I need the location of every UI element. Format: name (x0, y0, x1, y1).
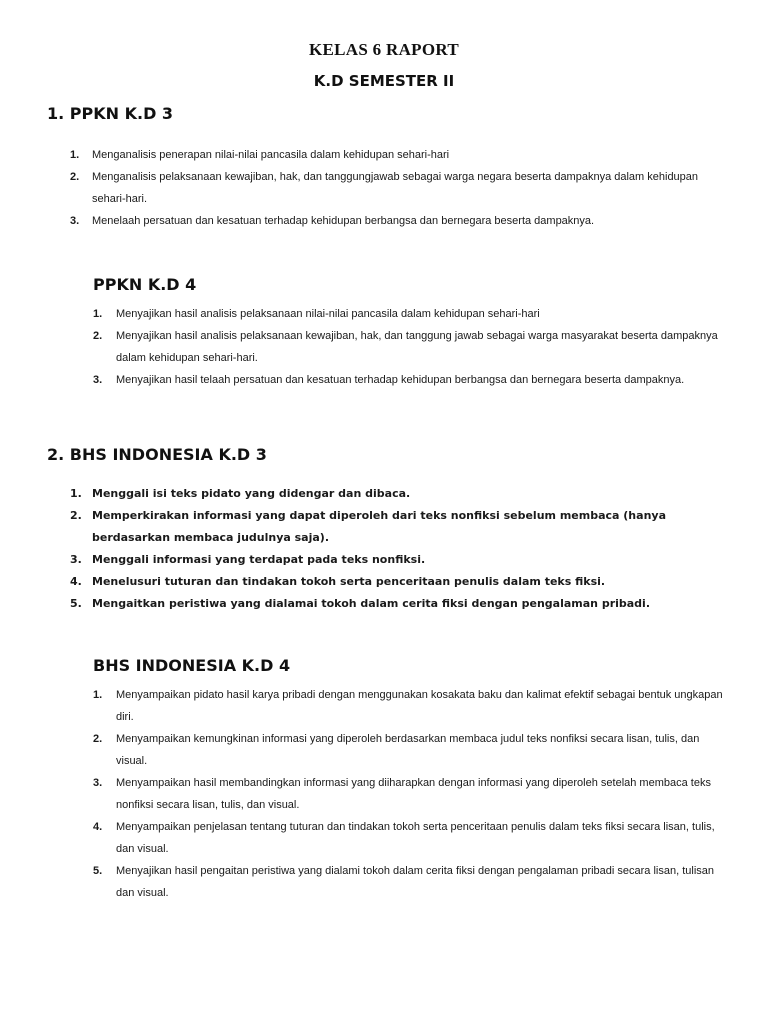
page-title: KELAS 6 RAPORT (308, 40, 459, 59)
item-number: 4. (70, 575, 82, 588)
list-ppkn-kd3 (70, 144, 730, 232)
item-text: Menganalisis penerapan nilai-nilai pancasila dalam kehidupan sehari-hari (92, 149, 450, 161)
item-text: Menyampaikan hasil membandingkan informasi yang diiharapkan dengan informasi yang diperoleh setelah membaca teks nonfiksi secara lisan, tulis, dan visual. (116, 777, 711, 811)
item-text: Menyampaikan kemungkinan informasi yang diperoleh berdasarkan membaca judul teks nonfiksi secara lisan, tulis, dan visual. (116, 733, 700, 767)
item-text: Menyajikan hasil pengaitan peristiwa yang dialami tokoh dalam cerita fiksi dengan pengalaman pribadi secara lisan, tulisan dan visual. (116, 865, 715, 899)
item-number: 1. (70, 149, 80, 161)
section-heading-ppkn-kd4: PPKN K.D 4 (93, 275, 197, 294)
list-item (93, 303, 733, 325)
item-text: Menyajikan hasil analisis pelaksanaan nilai-nilai pancasila dalam kehidupan sehari-hari (116, 308, 540, 320)
list-item (93, 369, 733, 391)
list-item (70, 571, 730, 593)
item-number: 1. (93, 689, 103, 701)
list-ppkn-kd4 (93, 303, 733, 391)
list-item (93, 684, 733, 728)
section-heading-bhs-kd4: BHS INDONESIA K.D 4 (93, 656, 291, 675)
item-text: Menelaah persatuan dan kesatuan terhadap kehidupan berbangsa dan bernegara beserta dampaknya. (92, 215, 595, 227)
item-text: Menelusuri tuturan dan tindakan tokoh serta penceritaan penulis dalam teks fiksi. (92, 575, 606, 588)
item-number: 1. (70, 487, 82, 500)
item-text: Menggali informasi yang terdapat pada teks nonfiksi. (92, 553, 426, 566)
list-item (93, 772, 733, 816)
list-item (70, 593, 730, 615)
item-text: Menganalisis pelaksanaan kewajiban, hak, dan tanggungjawab sebagai warga negara beserta dampaknya dalam kehidupan sehari-hari. (92, 171, 699, 205)
item-number: 5. (70, 597, 82, 610)
item-number: 2. (70, 171, 80, 183)
item-number: 3. (93, 777, 103, 789)
item-number: 5. (93, 865, 103, 877)
item-text: Mengaitkan peristiwa yang dialamai tokoh dalam cerita fiksi dengan pengalaman pribadi. (92, 597, 651, 610)
item-number: 3. (70, 215, 80, 227)
list-item (93, 325, 733, 369)
item-number: 1. (93, 308, 103, 320)
item-number: 3. (93, 374, 103, 386)
list-item (93, 728, 733, 772)
page-subtitle: K.D SEMESTER II (313, 72, 455, 90)
list-item (93, 816, 733, 860)
list-item (70, 549, 730, 571)
item-number: 3. (70, 553, 82, 566)
item-text: Menyajikan hasil telaah persatuan dan kesatuan terhadap kehidupan berbangsa dan bernegara beserta dampaknya. (116, 374, 685, 386)
list-item (70, 505, 730, 549)
list-item (70, 210, 730, 232)
item-number: 2. (70, 509, 82, 522)
list-item (70, 166, 730, 210)
list-item (70, 483, 730, 505)
list-item (70, 144, 730, 166)
section-heading-bhs-kd3: 2. BHS INDONESIA K.D 3 (47, 445, 267, 464)
item-number: 2. (93, 330, 103, 342)
list-bhs-kd3 (70, 483, 730, 615)
item-number: 4. (93, 821, 103, 833)
item-number: 2. (93, 733, 103, 745)
item-text: Menggali isi teks pidato yang didengar dan dibaca. (92, 487, 411, 500)
list-item (93, 860, 733, 904)
item-text: Menyajikan hasil analisis pelaksanaan kewajiban, hak, dan tanggung jawab sebagai warga masyarakat beserta dampaknya dalam kehidupan sehari-hari. (116, 330, 718, 364)
item-text: Menyampaikan pidato hasil karya pribadi dengan menggunakan kosakata baku dan kalimat efektif sebagai bentuk ungkapan diri. (116, 689, 723, 723)
item-text: Memperkirakan informasi yang dapat diperoleh dari teks nonfiksi sebelum membaca (hanya berdasarkan membaca judulnya saja). (92, 509, 666, 544)
item-text: Menyampaikan penjelasan tentang tuturan dan tindakan tokoh serta penceritaan penulis dalam teks fiksi secara lisan, tulis, dan visual. (116, 821, 715, 855)
list-bhs-kd4 (93, 684, 733, 904)
section-heading-ppkn-kd3: 1. PPKN K.D 3 (47, 104, 174, 123)
